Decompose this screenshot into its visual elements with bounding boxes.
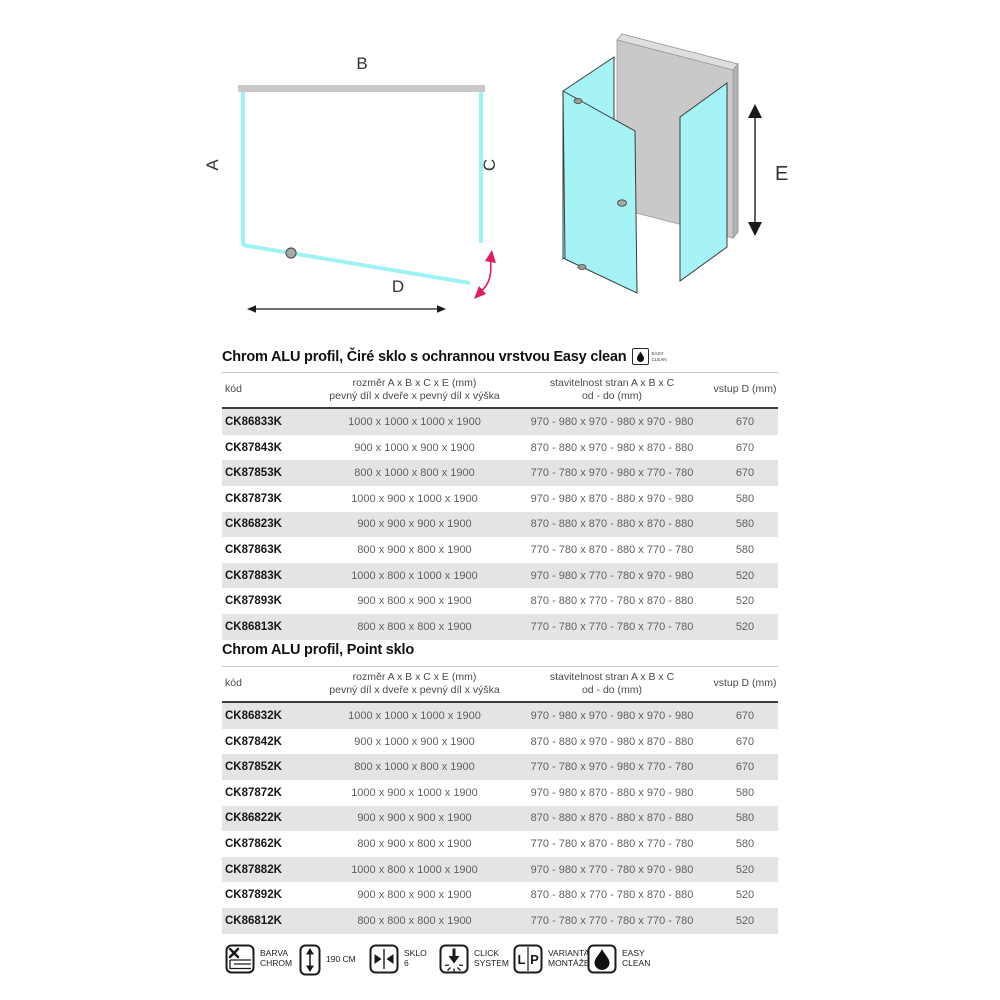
header-adjust: stavitelnost stran A x B x C od - do (mm)	[512, 667, 712, 703]
adjust-range-cell: 870 - 880 x 970 - 980 x 870 - 880	[530, 441, 694, 454]
easy-clean-badge	[632, 348, 666, 365]
size-cell: 900 x 900 x 900 x 1900	[357, 518, 472, 531]
size-cell: 1000 x 900 x 1000 x 1900	[351, 786, 478, 799]
header-code: kód	[222, 667, 317, 703]
easy-clean-drop-icon	[632, 348, 649, 365]
adjust-range-cell: 770 - 780 x 870 - 880 x 770 - 780	[530, 543, 694, 556]
header-entry: vstup D (mm)	[712, 373, 778, 409]
size-cell: 800 x 800 x 800 x 1900	[357, 914, 472, 927]
mounting-variant-icon	[513, 944, 543, 974]
product-code-cell: CK87863K	[225, 543, 282, 556]
adjust-range-cell: 770 - 780 x 970 - 980 x 770 - 780	[530, 467, 694, 480]
iso-door-handle	[618, 200, 627, 206]
easy-clean-icon	[587, 944, 617, 974]
dim-label-d: D	[391, 277, 405, 296]
size-cell: 900 x 800 x 900 x 1900	[357, 889, 472, 902]
door-handle-dot	[286, 248, 296, 258]
feature-mounting-variant	[513, 944, 590, 974]
product-code-cell: CK87852K	[225, 761, 282, 774]
entry-width-cell: 580	[735, 812, 755, 825]
table-row	[222, 512, 778, 538]
adjust-range-cell: 770 - 780 x 870 - 880 x 770 - 780	[530, 837, 694, 850]
wall-bar	[238, 85, 485, 92]
adjust-range-cell: 970 - 980 x 970 - 980 x 970 - 980	[530, 415, 694, 428]
dim-label-c: C	[480, 158, 499, 172]
product-code-cell: CK86812K	[225, 914, 282, 927]
adjust-range-cell: 870 - 880 x 870 - 880 x 870 - 880	[530, 518, 694, 531]
size-cell: 900 x 800 x 900 x 1900	[357, 595, 472, 608]
glass-thickness-icon	[369, 944, 399, 974]
table-row	[222, 780, 778, 806]
adjust-range-cell: 770 - 780 x 770 - 780 x 770 - 780	[530, 620, 694, 633]
entry-width-cell: 520	[735, 595, 755, 608]
entry-width-cell: 580	[735, 786, 755, 799]
adjust-range-cell: 870 - 880 x 970 - 980 x 870 - 880	[530, 735, 694, 748]
table-header-row	[222, 667, 778, 703]
table-row	[222, 882, 778, 908]
feature-label: BARVA CHROM	[260, 948, 293, 968]
entry-width-cell: 580	[735, 492, 755, 505]
adjust-range-cell: 770 - 780 x 970 - 980 x 770 - 780	[530, 761, 694, 774]
spec-table-clear-glass	[222, 372, 778, 640]
dim-label-a: A	[203, 159, 222, 171]
iso-right-panel	[680, 83, 727, 281]
product-code-cell: CK86823K	[225, 518, 282, 531]
entry-width-cell: 580	[735, 837, 755, 850]
table-row	[222, 857, 778, 883]
adjust-range-cell: 970 - 980 x 870 - 880 x 970 - 980	[530, 786, 694, 799]
table-row	[222, 435, 778, 461]
feature-click-system	[439, 944, 509, 974]
product-code-cell: CK87882K	[225, 863, 282, 876]
section-title-clear-glass	[222, 348, 666, 365]
entry-width-cell: 520	[735, 863, 755, 876]
adjust-range-cell: 970 - 980 x 970 - 980 x 970 - 980	[530, 709, 694, 722]
size-cell: 900 x 900 x 900 x 1900	[357, 812, 472, 825]
feature-height	[299, 944, 356, 976]
entry-width-cell: 580	[735, 543, 755, 556]
iso-hinge-top	[574, 98, 582, 103]
size-cell: 900 x 1000 x 900 x 1900	[354, 441, 475, 454]
table-header-row	[222, 373, 778, 409]
table-row	[222, 614, 778, 640]
product-code-cell: CK86832K	[225, 709, 282, 722]
feature-label: VARIANTA MONTÁŽE	[548, 948, 590, 968]
spec-table-point-glass	[222, 666, 778, 934]
feature-easy-clean	[587, 944, 650, 974]
product-code-cell: CK87862K	[225, 837, 282, 850]
adjust-range-cell: 770 - 780 x 770 - 780 x 770 - 780	[530, 914, 694, 927]
dim-label-e: E	[775, 163, 789, 185]
table-row	[222, 408, 778, 435]
feature-label: EASY CLEAN	[622, 948, 651, 968]
entry-width-cell: 670	[735, 735, 755, 748]
table-row	[222, 588, 778, 614]
height-icon	[299, 944, 321, 976]
entry-width-cell: 670	[735, 441, 755, 454]
dim-arrow-e	[748, 104, 762, 236]
size-cell: 800 x 1000 x 800 x 1900	[354, 761, 475, 774]
product-code-cell: CK87893K	[225, 595, 282, 608]
click-system-icon	[439, 944, 469, 974]
easy-clean-badge-text: EASY CLEAN	[651, 351, 667, 362]
door-swing-arrow	[474, 250, 496, 299]
iso-hinge-bottom	[578, 264, 586, 269]
table-row	[222, 460, 778, 486]
product-code-cell: CK87872K	[225, 786, 282, 799]
product-code-cell: CK86822K	[225, 812, 282, 825]
header-entry: vstup D (mm)	[712, 667, 778, 703]
iso-view-diagram	[545, 20, 815, 320]
entry-width-cell: 520	[735, 889, 755, 902]
svg-text:P: P	[530, 952, 539, 967]
header-size: rozměr A x B x C x E (mm) pevný díl x dveře x pevný díl x výška	[317, 667, 512, 703]
adjust-range-cell: 970 - 980 x 870 - 880 x 970 - 980	[530, 492, 694, 505]
size-cell: 800 x 1000 x 800 x 1900	[354, 467, 475, 480]
header-size: rozměr A x B x C x E (mm) pevný díl x dveře x pevný díl x výška	[317, 373, 512, 409]
section-title-text: Chrom ALU profil, Point sklo	[222, 642, 415, 658]
svg-text:L: L	[517, 952, 526, 967]
entry-width-cell: 670	[735, 467, 755, 480]
entry-width-cell: 520	[735, 620, 755, 633]
product-code-cell: CK87873K	[225, 492, 282, 505]
feature-label: SKLO 6	[404, 948, 427, 968]
adjust-range-cell: 870 - 880 x 870 - 880 x 870 - 880	[530, 812, 694, 825]
table-row	[222, 831, 778, 857]
dim-label-b: B	[356, 54, 368, 73]
table-row	[222, 754, 778, 780]
table-row	[222, 563, 778, 589]
size-cell: 800 x 800 x 800 x 1900	[357, 620, 472, 633]
size-cell: 1000 x 1000 x 1000 x 1900	[348, 415, 481, 428]
size-cell: 1000 x 900 x 1000 x 1900	[351, 492, 478, 505]
table-row	[222, 486, 778, 512]
dim-arrow-d	[247, 305, 446, 312]
entry-width-cell: 670	[735, 415, 755, 428]
product-code-cell: CK87883K	[225, 569, 282, 582]
table-row	[222, 729, 778, 755]
feature-chrome-color	[225, 944, 292, 974]
size-cell: 900 x 1000 x 900 x 1900	[354, 735, 475, 748]
feature-glass-thickness	[369, 944, 427, 974]
size-cell: 800 x 900 x 800 x 1900	[357, 543, 472, 556]
adjust-range-cell: 970 - 980 x 770 - 780 x 970 - 980	[530, 569, 694, 582]
table-row	[222, 702, 778, 729]
product-code-cell: CK87842K	[225, 735, 282, 748]
adjust-range-cell: 870 - 880 x 770 - 780 x 870 - 880	[530, 889, 694, 902]
size-cell: 1000 x 800 x 1000 x 1900	[351, 569, 478, 582]
product-code-cell: CK87853K	[225, 467, 282, 480]
table-row	[222, 806, 778, 832]
adjust-range-cell: 870 - 880 x 770 - 780 x 870 - 880	[530, 595, 694, 608]
entry-width-cell: 670	[735, 709, 755, 722]
table-row	[222, 537, 778, 563]
header-adjust: stavitelnost stran A x B x C od - do (mm)	[512, 373, 712, 409]
entry-width-cell: 520	[735, 914, 755, 927]
adjust-range-cell: 970 - 980 x 770 - 780 x 970 - 980	[530, 863, 694, 876]
table-row	[222, 908, 778, 934]
product-code-cell: CK86833K	[225, 415, 282, 428]
size-cell: 1000 x 1000 x 1000 x 1900	[348, 709, 481, 722]
glass-door	[243, 245, 470, 283]
header-code: kód	[222, 373, 317, 409]
size-cell: 1000 x 800 x 1000 x 1900	[351, 863, 478, 876]
entry-width-cell: 520	[735, 569, 755, 582]
section-title-text: Chrom ALU profil, Čiré sklo s ochrannou vrstvou Easy clean	[222, 348, 627, 365]
size-cell: 800 x 900 x 800 x 1900	[357, 837, 472, 850]
plan-view-diagram	[200, 45, 510, 325]
chrome-color-icon	[225, 944, 255, 974]
entry-width-cell: 580	[735, 518, 755, 531]
feature-label: 190 CM	[326, 954, 356, 965]
section-title-point-glass	[222, 642, 414, 658]
product-code-cell: CK87892K	[225, 889, 282, 902]
product-code-cell: CK86813K	[225, 620, 282, 633]
feature-label: CLICK SYSTEM	[474, 948, 509, 968]
product-code-cell: CK87843K	[225, 441, 282, 454]
entry-width-cell: 670	[735, 761, 755, 774]
